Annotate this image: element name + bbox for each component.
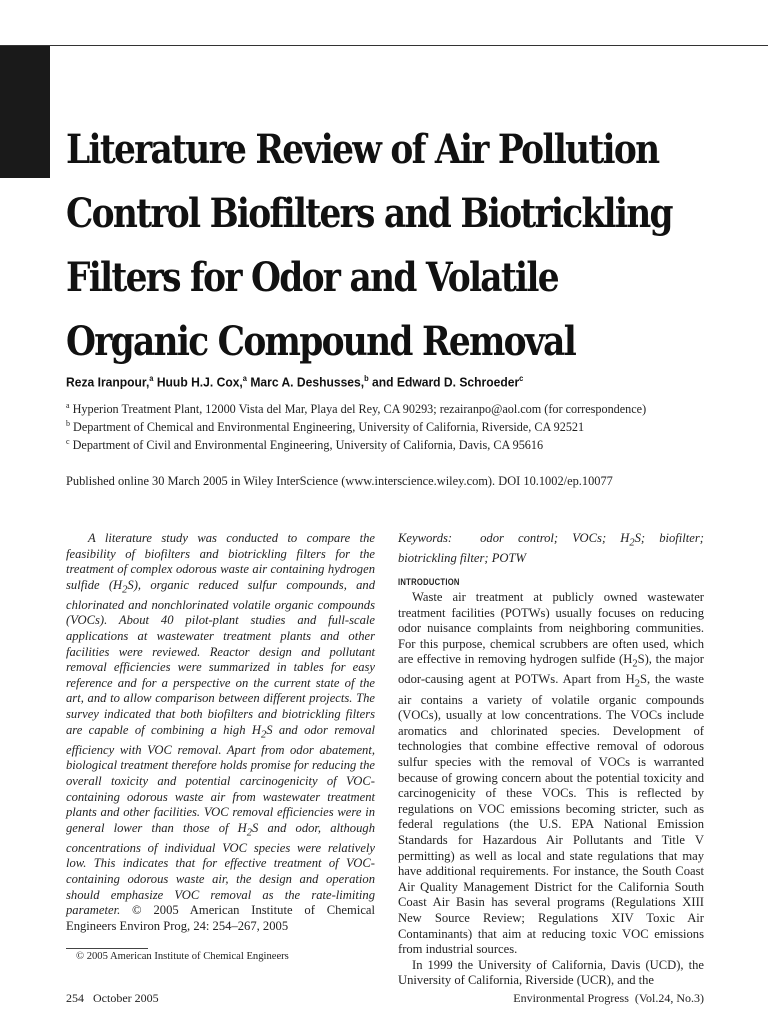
subscript: 2 — [122, 584, 128, 596]
abstract-text — [66, 531, 375, 934]
affiliation-mark: a — [66, 401, 70, 410]
title-line: Literature Review of Air Pollution — [66, 126, 659, 173]
author-list — [66, 374, 523, 389]
affiliation — [66, 401, 646, 417]
page-footer-left: 254 October 2005 — [66, 991, 159, 1005]
keywords-label: Keywords: — [398, 531, 453, 545]
abstract-segment: A literature study was conducted to compare the feasibility of biofilters and biotrickling filters for the treatment of complex odorous waste air containing hydrogen sulfide (H — [66, 531, 375, 592]
abstract-segment: S), organic reduced sulfur compounds, and chlorinated and nonchlorinated volatile organic compounds (VOCs). About 40 pilot-plant studies and full-scale applications at wastewater treatment plants and other facilities were reviewed. Reactor design and pollutant removal efficiencies were summarized in tables for easy reference and for a perspective on the current state of the art, and to allow comparison between different projects. The survey indicated that both biofilters and biotrickling filters are capable of combining a high H — [66, 577, 376, 737]
abstract-segment: S and odor removal efficiency with VOC removal. Apart from odor abatement, biological treatment therefore holds promise for reducing the overall toxicity and potential carcinogenicity of VOC-containing odorous waste air from wastewater treatment plants and other facilities. VOC removal efficiencies were in general lower than those of H — [66, 722, 375, 835]
header-rule — [0, 45, 768, 46]
affiliation — [66, 437, 543, 453]
author-affiliation-mark: a — [242, 374, 247, 383]
subscript: 2 — [629, 537, 635, 549]
author-name: and Edward D. Schroeder — [372, 374, 520, 390]
author-affiliation-mark: b — [364, 374, 369, 383]
keywords — [398, 531, 704, 567]
author-name: Reza Iranpour, — [66, 374, 150, 390]
affiliation-text: Department of Chemical and Environmental Engineering, University of California, Riverside, CA 92521 — [70, 420, 585, 435]
subscript: 2 — [634, 679, 640, 690]
keywords-text: odor control; VOCs; H — [480, 531, 630, 545]
author-affiliation-mark: c — [519, 374, 524, 383]
affiliation-text: Hyperion Treatment Plant, 12000 Vista del Mar, Playa del Rey, CA 90293; rezairanpo@aol.com (for correspondence) — [69, 402, 647, 417]
affiliation — [66, 419, 584, 435]
subscript: 2 — [246, 827, 253, 839]
publication-info: Published online 30 March 2005 in Wiley InterScience (www.interscience.wiley.com). DOI 10.1002/ep.10077 — [66, 474, 613, 488]
abstract-segment: S and odor, although concentrations of individual VOC species were relatively low. This indicates that for effective treatment of VOC-containing odorous waste air, the design and operation should emphasize VOC removal as the rate-limiting parameter. — [66, 820, 375, 918]
author-name: Marc A. Deshusses, — [250, 374, 365, 390]
title-line: Filters for Odor and Volatile — [66, 254, 558, 301]
abstract — [66, 531, 375, 934]
article-title — [66, 118, 746, 374]
paragraph — [398, 590, 704, 958]
subscript: 2 — [260, 729, 267, 741]
page-footer-right: Environmental Progress (Vol.24, No.3) — [513, 991, 704, 1005]
paragraph-segment: S), the major odor-causing agent at POTWs. Apart from H — [398, 652, 704, 687]
section-heading: INTRODUCTION — [398, 577, 460, 587]
author-affiliation-mark: a — [149, 374, 154, 383]
affiliation-mark: b — [66, 419, 70, 428]
footnote-rule — [66, 948, 148, 949]
section-tab-marker — [0, 46, 50, 178]
subscript: 2 — [632, 658, 638, 670]
keywords-text: S; biofilter; biotrickling filter; POTW — [398, 531, 704, 566]
title-line: Organic Compound Removal — [66, 318, 576, 365]
affiliation-mark: c — [66, 437, 70, 446]
affiliation-text: Department of Civil and Environmental Engineering, University of California, Davis, CA 95616 — [69, 438, 544, 453]
introduction-body — [398, 590, 704, 989]
copyright-footnote: © 2005 American Institute of Chemical Engineers — [76, 951, 289, 962]
title-line: Control Biofilters and Biotrickling — [66, 190, 672, 237]
abstract-citation: © 2005 American Institute of Chemical Engineers Environ Prog, 24: 254–267, 2005 — [66, 903, 375, 933]
paragraph: In 1999 the University of California, Davis (UCD), the University of California, Riverside (UCR), and the — [398, 957, 704, 988]
author-name: Huub H.J. Cox, — [156, 374, 243, 390]
paragraph-segment: S, the waste air contains a variety of volatile organic compounds (VOCs), usually at low concentrations. The VOCs include aromatics and chlorinated species. Development of technologies that combine effective removal of odorous sulfur species with the removal of VOCs is warranted because of growing concern about the potential toxicity and carcinogenicity of these VOCs. This is reflected by regulations on VOC emissions becoming stricter, such as federal regulations (the U.S. EPA National Emission Standards for Hazardous Air Pollutants and Title V permitting) as well as local and state regulations that may have additional requirements. For instance, the South Coast Air Quality Management District for the California South Coast Air Basin has several programs (Regulations XIII New Source Review; Regulations XIV Toxic Air Contaminants) that aim at reducing toxic VOC emissions from industrial sources. — [398, 672, 704, 957]
paragraph-segment: Waste air treatment at publicly owned wastewater treatment facilities (POTWs) usually focuses on reducing odor nuisance complaints from neighboring communities. For this purpose, chemical scrubbers are often used, which are effective in removing hydrogen sulfide (H — [398, 590, 704, 667]
